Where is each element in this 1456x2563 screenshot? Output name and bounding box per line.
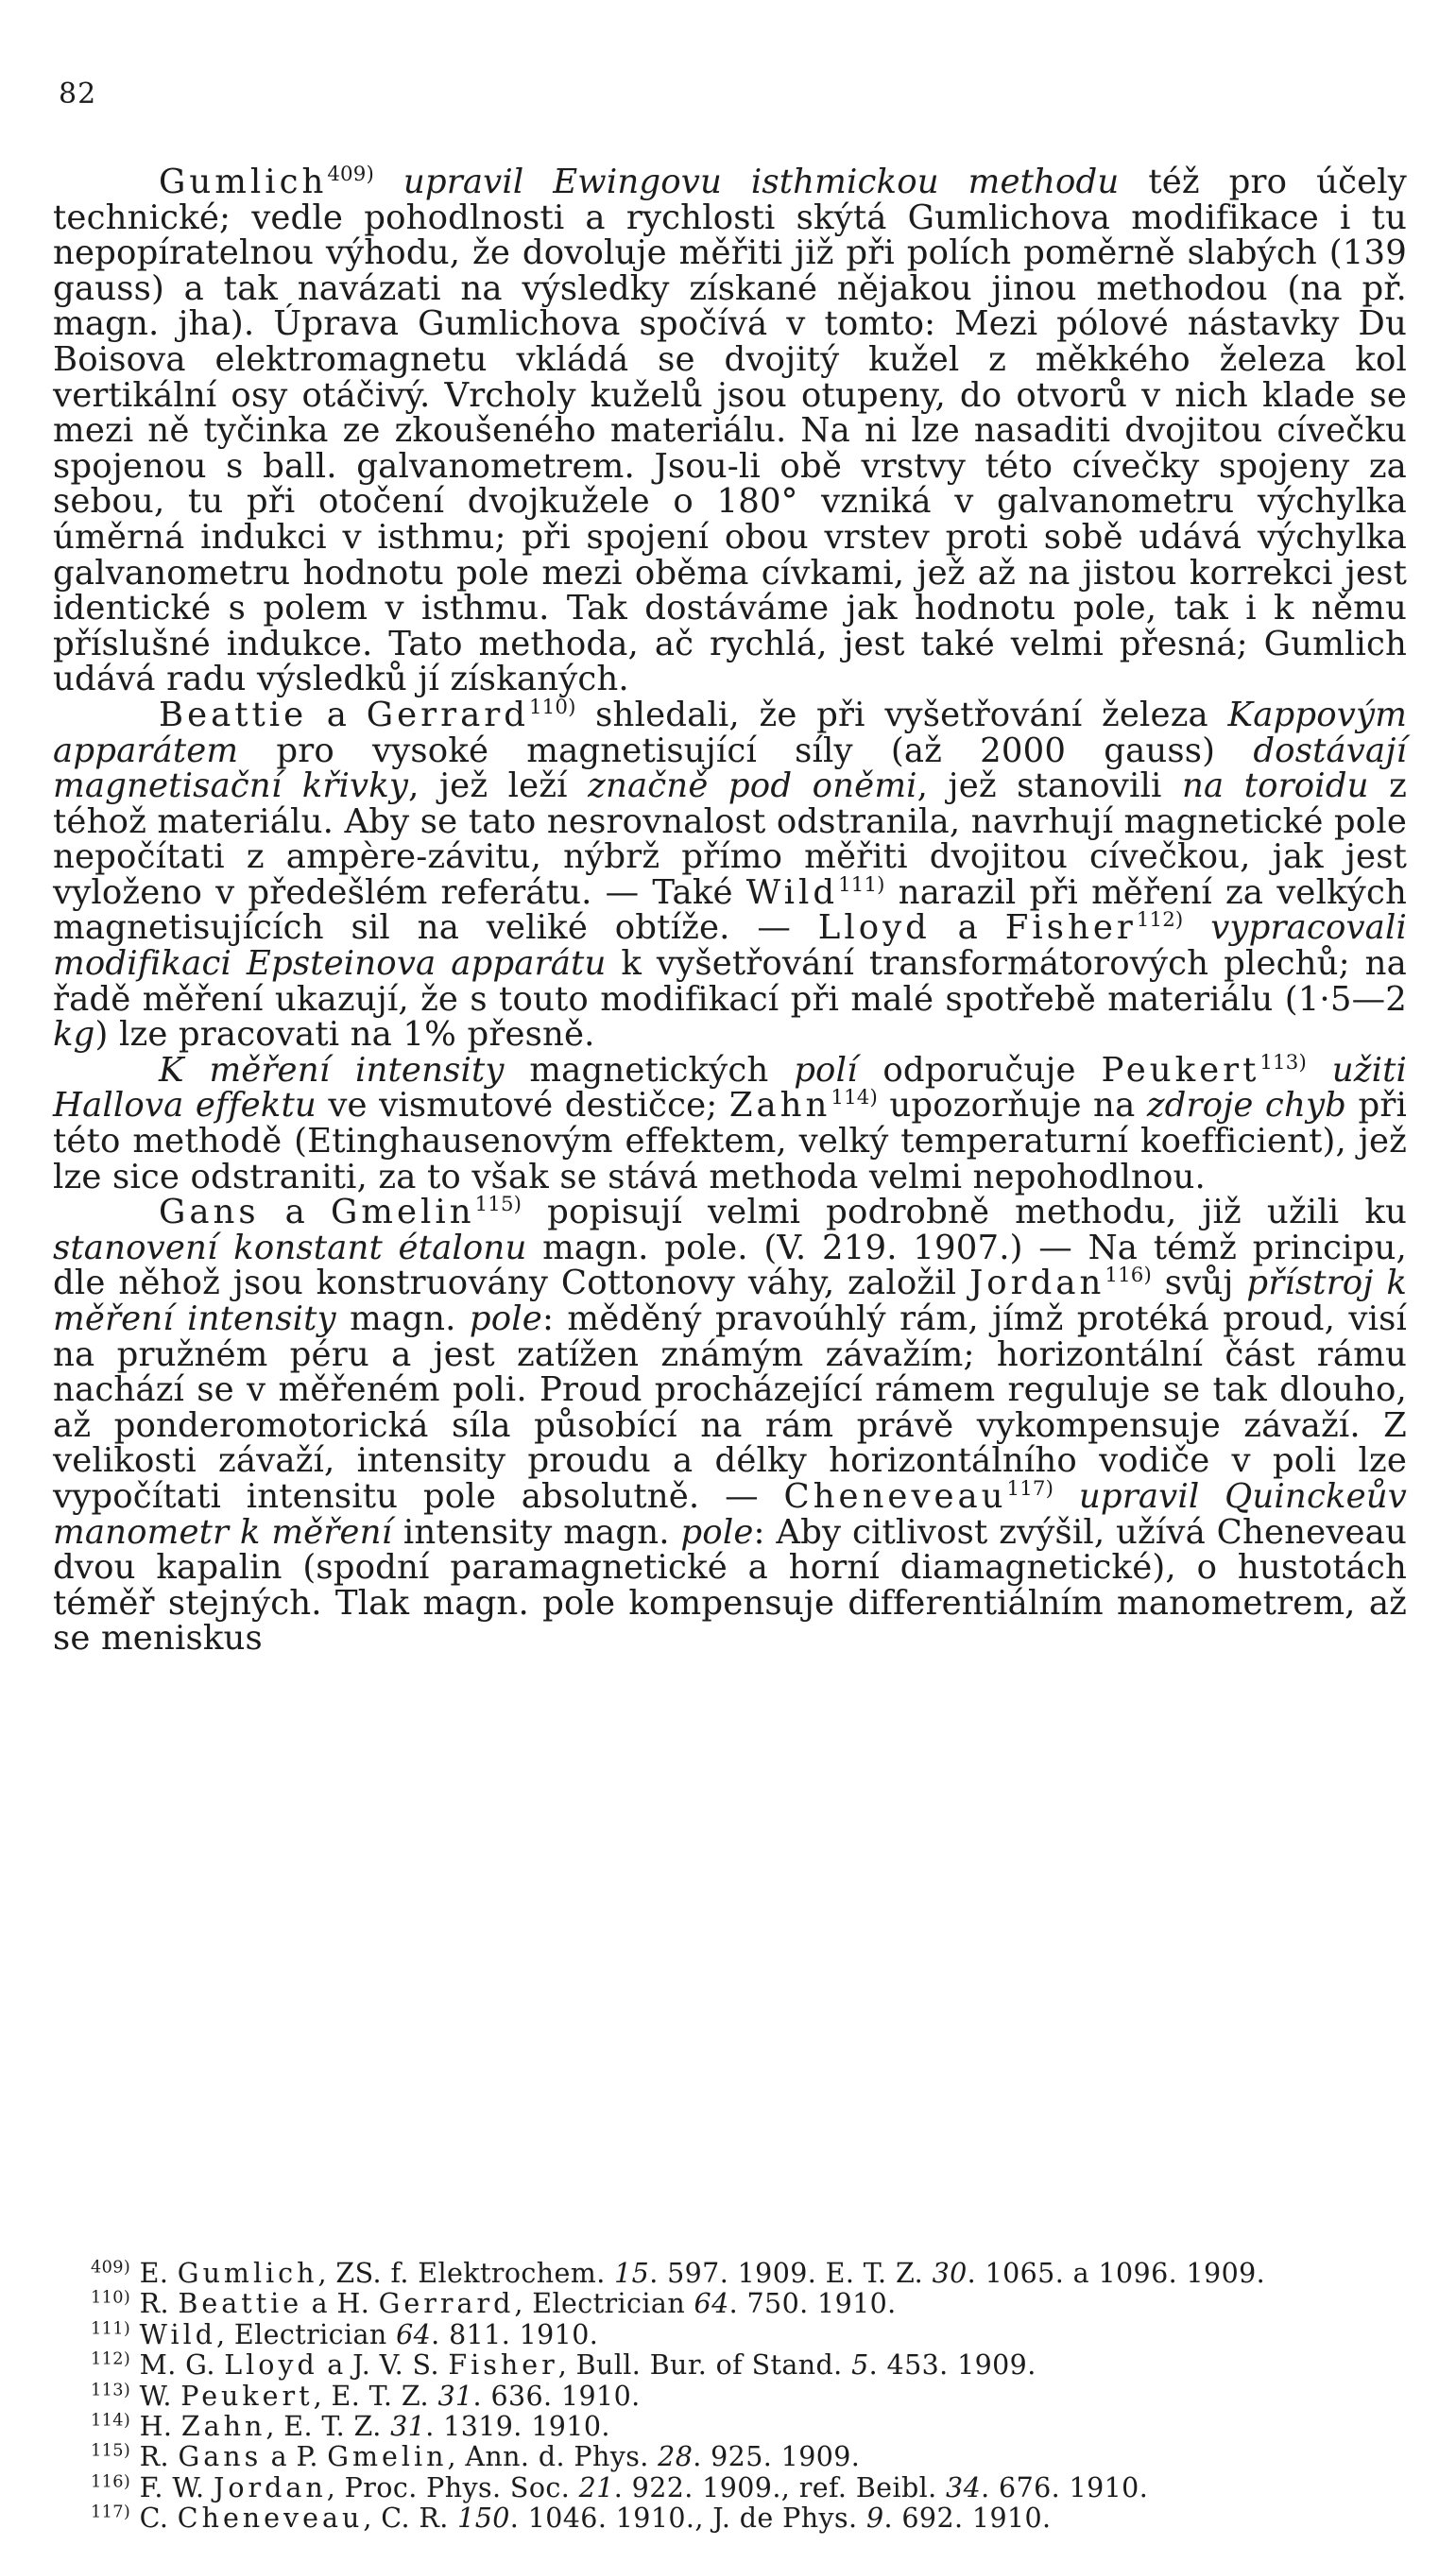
text-run: . 676. 1910. — [981, 2471, 1149, 2503]
author-name: Beattie — [178, 2288, 303, 2320]
emphasis-text: zdroje chyb — [1146, 1086, 1347, 1126]
text-run: a P. — [262, 2441, 328, 2473]
footnote-ref: 409) — [91, 2258, 131, 2278]
text-run — [1183, 908, 1210, 947]
text-run: a H. — [302, 2288, 379, 2320]
paragraph — [53, 164, 1407, 697]
text-run: R. — [130, 2288, 179, 2320]
text-run: k vyšetřování transformátorových plechů; na řadě měření ukazují, že s touto modifikací při malé spotřebě materiálu (1·5—2 — [53, 944, 1407, 1019]
footnote-ref: 110) — [528, 696, 576, 720]
footnote-ref: 114) — [91, 2411, 131, 2431]
text-run: a J. V. S. — [317, 2349, 449, 2382]
text-run — [1053, 1477, 1079, 1516]
footnote — [53, 2259, 1407, 2289]
text-run: ) lze pracovati na 1% přesně. — [94, 1015, 595, 1055]
emphasis-text: 64 — [694, 2288, 729, 2320]
footnote — [53, 2503, 1407, 2534]
emphasis-text: K měření intensity — [159, 1050, 505, 1090]
emphasis-text: 31 — [437, 2380, 473, 2412]
emphasis-text: 9 — [865, 2503, 884, 2535]
text-run: , C. R. — [363, 2503, 458, 2535]
footnote — [53, 2289, 1407, 2319]
text-run: H. — [130, 2411, 181, 2443]
footnotes — [53, 2259, 1407, 2535]
emphasis-text: značně pod oněmi — [588, 766, 917, 806]
text-run: z téhož materiálu. Aby se tato nesrovnalost odstranila, navrhují magnetické pole nepočítati z ampère-závitu, nýbrž přímo měřiti dvojitou cívečkou, jak jest vyloženo v předešlém referátu. — Také — [53, 766, 1407, 912]
text-run: pro vysoké magnetisující síly (až 2000 gauss) — [238, 731, 1254, 770]
text-run: R. — [130, 2441, 179, 2473]
footnote-ref: 116) — [91, 2472, 131, 2492]
footnote-ref: 113) — [91, 2381, 131, 2400]
text-run: , E. T. Z. — [313, 2380, 438, 2412]
emphasis-text: na toroidu — [1181, 766, 1369, 806]
footnote-ref: 110) — [91, 2288, 131, 2308]
paragraph — [53, 1195, 1407, 1657]
text-run: odporučuje — [857, 1050, 1102, 1090]
footnote-ref: 111) — [91, 2319, 131, 2339]
text-run — [130, 2319, 139, 2350]
text-run: a — [930, 908, 1005, 948]
author-name: Lloyd — [817, 908, 931, 948]
author-name: Beattie — [159, 695, 308, 734]
text-run — [374, 163, 403, 201]
text-run: upozorňuje na — [877, 1086, 1147, 1126]
text-run: W. — [130, 2380, 181, 2412]
emphasis-text: pole — [680, 1512, 754, 1552]
text-run: . 692. 1910. — [883, 2503, 1052, 2535]
text-run: , jež stanovili — [916, 766, 1182, 806]
footnote-ref: 111) — [838, 873, 885, 898]
emphasis-text: přístroj k měření intensity — [53, 1264, 1407, 1338]
text-run: E. — [130, 2258, 178, 2289]
emphasis-text: stanovení konstant étalonu — [53, 1228, 527, 1267]
emphasis-text: užiti Hallova effektu — [53, 1050, 1407, 1126]
text-run: . 750. 1910. — [728, 2288, 897, 2320]
text-run: shledali, že při vyšetřování železa — [575, 695, 1228, 734]
emphasis-text: 64 — [396, 2318, 432, 2350]
footnote-ref: 115) — [91, 2441, 131, 2461]
footnote-ref: 113) — [1259, 1051, 1307, 1075]
emphasis-text: pole — [469, 1299, 542, 1338]
author-name: Cheneveau — [783, 1476, 1007, 1516]
text-run: , Ann. d. Phys. — [447, 2441, 659, 2473]
text-run: . 925. 1909. — [693, 2441, 861, 2473]
emphasis-text: dostávají magnetisační křivky — [53, 731, 1407, 806]
emphasis-text: vypracovali modifikaci Epsteinova apparátu — [53, 908, 1407, 984]
author-name: Zahn — [728, 1086, 831, 1126]
footnote-ref: 112) — [91, 2349, 131, 2369]
emphasis-text: kg — [53, 1015, 95, 1055]
text-run: . 636. 1910. — [472, 2380, 641, 2412]
footnote — [53, 2473, 1407, 2503]
text-run: magn. pole. (V. 219. 1907.) — Na témž principu, dle něhož jsou konstruovány Cottonovy váhy, založil — [53, 1228, 1407, 1303]
text-run: též pro účely technické; vedle pohodlnosti a rychlosti skýtá Gumlichova modifikace i tu nepopíratelnou výhodu, že dovoluje měřiti již při polích poměrně slabých (139 gauss) a tak navázati na výsledky získané nějakou jinou methodou (na př. magn. jha). Úprava Gumlichova spočívá v tomto: Mezi pólové nástavky Du Boisova elektromagnetu vkládá se dvojitý kužel z měkkého železa kol vertikální osy otáčivý. Vrcholy kuželů jsou otupeny, do otvorů v nich klade se mezi ně tyčinka ze zkoušeného materiálu. Na ni lze nasaditi dvojitou cívečku spojenou s ball. galvanometrem. Jsou-li obě vrstvy této cívečky spojeny za sebou, tu při otočení dvojkužele o 180° vzniká v galvanometru výchylka úměrná indukci v isthmu; při spojení obou vrstev proti sobě udává výchylka galvanometru hodnotu pole mezi oběma cívkami, jež až na jistou korrekci jest identické s polem v isthmu. Tak dostáváme jak hodnotu pole, tak i k němu příslušné indukce. Tato methoda, ač rychlá, jest také velmi přesná; Gumlich udává radu výsledků jí získaných. — [53, 163, 1408, 699]
text-run: M. G. — [130, 2349, 225, 2382]
emphasis-text: upravil Quinckeův manometr k měření — [53, 1476, 1408, 1552]
text-run: popisují velmi podrobně methodu, již užili ku — [522, 1193, 1407, 1232]
author-name: Gerrard — [366, 695, 529, 734]
footnote — [53, 2320, 1407, 2350]
paragraph — [53, 1050, 1407, 1196]
text-run: a — [259, 1193, 331, 1232]
footnote — [53, 2350, 1407, 2381]
author-name: Gmelin — [330, 1193, 475, 1232]
text-run: . 1319. 1910. — [425, 2411, 610, 2443]
author-name: Gmelin — [327, 2441, 448, 2473]
text-run: . 1065. a 1096. 1909. — [967, 2258, 1266, 2289]
text-run: , Proc. Phys. Soc. — [326, 2471, 579, 2503]
text-run: intensity magn. — [392, 1512, 681, 1552]
text-run: svůj — [1151, 1264, 1247, 1303]
footnote-ref: 117) — [1006, 1477, 1054, 1502]
text-run: magnetických — [504, 1050, 795, 1090]
text-run: . 453. 1909. — [868, 2349, 1036, 2382]
text-run: F. W. — [130, 2471, 214, 2503]
author-name: Fisher — [448, 2349, 558, 2382]
emphasis-text: 28 — [658, 2441, 694, 2473]
emphasis-text: 34 — [946, 2471, 982, 2503]
author-name: Jordan — [969, 1264, 1105, 1303]
text-run: . 811. 1910. — [431, 2318, 599, 2350]
author-name: Jordan — [213, 2471, 327, 2503]
footnote-ref: 409) — [327, 163, 374, 187]
body-text — [53, 164, 1407, 1657]
emphasis-text: Kappovým apparátem — [53, 695, 1408, 770]
text-run: : Aby citlivost zvýšil, užívá Cheneveau dvou kapalin (spodní paramagnetické a horní diamagnetické), o hustotách téměř stejných. Tlak magn. pole kompensuje differentiálním manometrem, až se meniskus — [53, 1512, 1408, 1659]
text-run: magn. — [335, 1299, 470, 1338]
author-name: Fisher — [1004, 908, 1137, 948]
text-run: , ZS. f. Elektrochem. — [317, 2258, 615, 2289]
text-run: , Electrician — [514, 2288, 694, 2320]
text-run: narazil při měření za velkých magnetisujících sil na veliké obtíže. — — [53, 872, 1408, 948]
text-run: . 922. 1909., ref. Beibl. — [613, 2471, 947, 2503]
footnote — [53, 2442, 1407, 2472]
text-run: , Bull. Bur. of Stand. — [557, 2349, 852, 2382]
emphasis-text: 5 — [851, 2349, 869, 2382]
text-run — [1307, 1051, 1332, 1090]
text-run: . 1046. 1910., J. de Phys. — [509, 2503, 866, 2535]
author-name: Gumlich — [177, 2258, 318, 2289]
emphasis-text: 150 — [457, 2503, 510, 2535]
footnote-ref: 117) — [91, 2503, 131, 2522]
emphasis-text: 31 — [390, 2411, 426, 2443]
author-name: Peukert — [1101, 1050, 1260, 1090]
author-name: Peukert — [180, 2380, 314, 2412]
text-run: C. — [130, 2503, 178, 2535]
footnote — [53, 2382, 1407, 2412]
emphasis-text: polí — [794, 1050, 858, 1090]
author-name: Gumlich — [159, 163, 328, 201]
emphasis-text: 15 — [614, 2258, 650, 2289]
emphasis-text: 21 — [578, 2471, 614, 2503]
author-name: Cheneveau — [177, 2503, 364, 2535]
text-run: . 597. 1909. E. T. Z. — [649, 2258, 933, 2289]
author-name: Wild — [745, 872, 839, 912]
author-name: Gans — [178, 2441, 263, 2473]
text-run: , Electrician — [215, 2318, 397, 2350]
text-run: , E. T. Z. — [266, 2411, 391, 2443]
text-run: , jež leží — [408, 766, 589, 806]
footnote-ref: 116) — [1105, 1264, 1152, 1288]
page-number: 82 — [59, 77, 97, 111]
text-run: ve vismutové destičce; — [316, 1086, 729, 1126]
footnote-ref: 115) — [474, 1193, 522, 1217]
emphasis-text: 30 — [932, 2258, 968, 2289]
footnote — [53, 2412, 1407, 2442]
author-name: Gans — [159, 1193, 260, 1232]
footnote-ref: 114) — [831, 1086, 878, 1110]
footnote-ref: 112) — [1136, 908, 1184, 933]
text-run: : měděný pravoúhlý rám, jímž protéká proud, visí na pružném péru a jest zatížen známým závažím; horizontální část rámu nachází se v měřeném poli. Proud procházející rámem reguluje se tak dlouho, až ponderomotorická síla působící na rám právě vykompensuje závaží. Z velikosti závaží, intensity proudu a délky horizontálního vodiče v poli lze vypočítati intensitu pole absolutně. — — [53, 1299, 1407, 1516]
text-run: při této methodě (Etinghausenovým effektem, velký temperaturní koefficient), jež lze sice odstraniti, za to však se stává methoda velmi nepohodlnou. — [53, 1086, 1407, 1196]
paragraph — [53, 697, 1407, 1053]
author-name: Gerrard — [378, 2288, 515, 2320]
emphasis-text: upravil Ewingovu isthmickou methodu — [403, 163, 1120, 201]
text-run: a — [307, 695, 367, 734]
author-name: Zahn — [180, 2411, 266, 2443]
author-name: Lloyd — [224, 2349, 318, 2382]
author-name: Wild — [139, 2318, 216, 2350]
